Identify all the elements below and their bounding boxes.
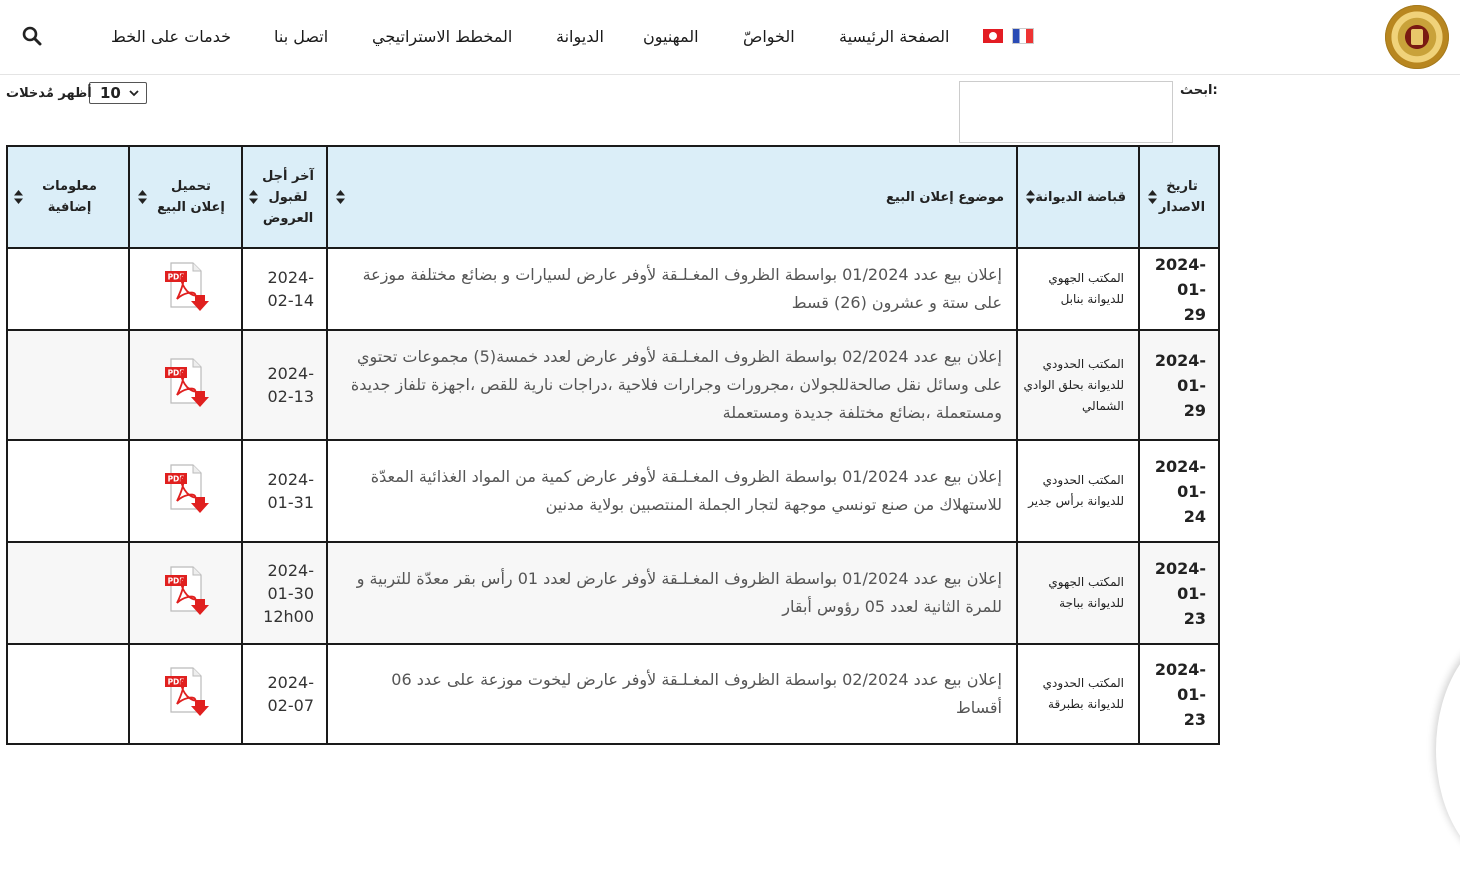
french-flag-icon[interactable] [1013,29,1033,43]
subject-text: إعلان بيع عدد 02/2024 بواسطة الظروف المغـلـقة لأوفر عارض ليخوت موزعة على عدد 06 أقساط [391,670,1002,717]
office-name: المكتب الجهوي للديوانة بباجة [1048,575,1124,610]
th-download[interactable] [129,146,242,248]
sort-icon [249,190,258,204]
th-subject-label: موضوع إعلان البيع [886,189,1004,205]
nav-individuals[interactable]: الخواصّ [743,27,795,46]
svg-text:PDF: PDF [167,368,184,378]
office-name: المكتب الحدودي للديوانة بطبرقة [1042,676,1124,711]
th-extra-label: معلومات إضافية [42,179,97,215]
office-name: المكتب الحدودي للديوانة بحلق الوادي الشمالي [1023,356,1124,413]
entries-length-label: أظهر مُدخلات [6,86,92,101]
table-row [7,542,1219,644]
site-header [0,0,1460,75]
office-name: المكتب الجهوي للديوانة بنابل [1048,271,1124,306]
nav-professionals[interactable]: المهنيون [643,27,699,46]
th-office[interactable] [1017,146,1139,248]
customs-logo[interactable] [1385,5,1449,69]
chevron-down-icon [128,87,140,99]
nav-home[interactable]: الصفحة الرئيسية [839,27,950,46]
sort-icon [1026,190,1035,204]
deadline: 2024-02-13 [267,364,314,406]
table-row [7,330,1219,440]
nav-customs[interactable]: الديوانة [556,27,604,46]
search-input[interactable] [959,81,1173,143]
issue-date: 2024-01-23 [1154,558,1206,628]
sort-icon [14,190,23,204]
entries-length-select[interactable] [89,82,147,104]
deadline: 2024-01-31 [267,470,314,512]
th-office-label: قباضة الديوانة [1035,189,1126,205]
pdf-download-icon[interactable] [163,565,209,617]
svg-text:PDF: PDF [167,272,184,282]
subject-text: إعلان بيع عدد 01/2024 بواسطة الظروف المغـلـقة لأوفر عارض لسيارات و بضائع مختلفة موزعة على ستة و عشرون (26) قسط [362,265,1002,312]
pdf-download-icon[interactable] [163,463,209,515]
tunisian-flag-icon[interactable] [983,29,1003,43]
deadline: 2024-01-30 12h00 [263,560,314,626]
sort-icon [138,190,147,204]
pdf-download-icon[interactable] [163,261,209,313]
subject-text: إعلان بيع عدد 01/2024 بواسطة الظروف المغـلـقة لأوفر عارض لعدد 01 رأس بقر معدّة للتربية و للمرة الثانية لعدد 05 رؤوس أبقار [356,569,1002,616]
subject-text: إعلان بيع عدد 01/2024 بواسطة الظروف المغـلـقة لأوفر عارض كمية من المواد الغذائية المعدّة للاستهلاك من صنع تونسي موجهة لتجار الجملة المنتصبين بولاية مدنين [370,467,1002,514]
nav-strategic-plan[interactable]: المخطط الاستراتيجي [372,27,513,46]
subject-text: إعلان بيع عدد 02/2024 بواسطة الظروف المغـلـقة لأوفر عارض لعدد خمسة(5) مجموعات تحتوي على وسائل نقل صالحةللجولان ،مجرورات وجرارات فلاحية ،دراجات نارية للقص ،اجهزة تلفاز جديدة ومستعملة ،بضائع مختلفة جديدة ومستعملة [350,347,1002,422]
th-subject[interactable] [327,146,1017,248]
issue-date: 2024-01-24 [1154,456,1206,526]
table-row [7,248,1219,330]
issue-date: 2024-01-23 [1154,659,1206,729]
floating-widget[interactable] [1436,630,1460,870]
search-icon[interactable] [22,26,42,46]
sort-icon [1148,190,1157,204]
svg-text:PDF: PDF [167,474,184,484]
th-extra[interactable] [7,146,129,248]
th-issue-date[interactable] [1139,146,1219,248]
svg-text:PDF: PDF [167,677,184,687]
office-name: المكتب الحدودي للديوانة برأس جدير [1028,473,1124,508]
issue-date: 2024-01-29 [1154,350,1206,420]
th-issue-date-label: تاريخ الاصدار [1158,179,1206,215]
pdf-download-icon[interactable] [163,357,209,409]
sort-icon [336,190,345,204]
th-deadline-label: آخر أجل لقبول العروض [262,168,314,226]
table-row [7,644,1219,744]
svg-text:PDF: PDF [167,576,184,586]
nav-contact[interactable]: اتصل بنا [274,27,329,46]
entries-length-value: 10 [100,84,121,102]
table-header-row [7,146,1219,248]
search-label: :ابحث [1180,83,1218,98]
deadline: 2024-02-14 [267,268,314,310]
deadline: 2024-02-07 [267,673,314,715]
th-deadline[interactable] [242,146,327,248]
issue-date: 2024-01-29 [1154,254,1206,324]
pdf-download-icon[interactable] [163,666,209,718]
nav-online-services[interactable]: خدمات على الخط [111,27,231,46]
sale-announcements-table [6,145,1220,745]
table-row [7,440,1219,542]
th-download-label: تحميل إعلان البيع [157,179,225,215]
